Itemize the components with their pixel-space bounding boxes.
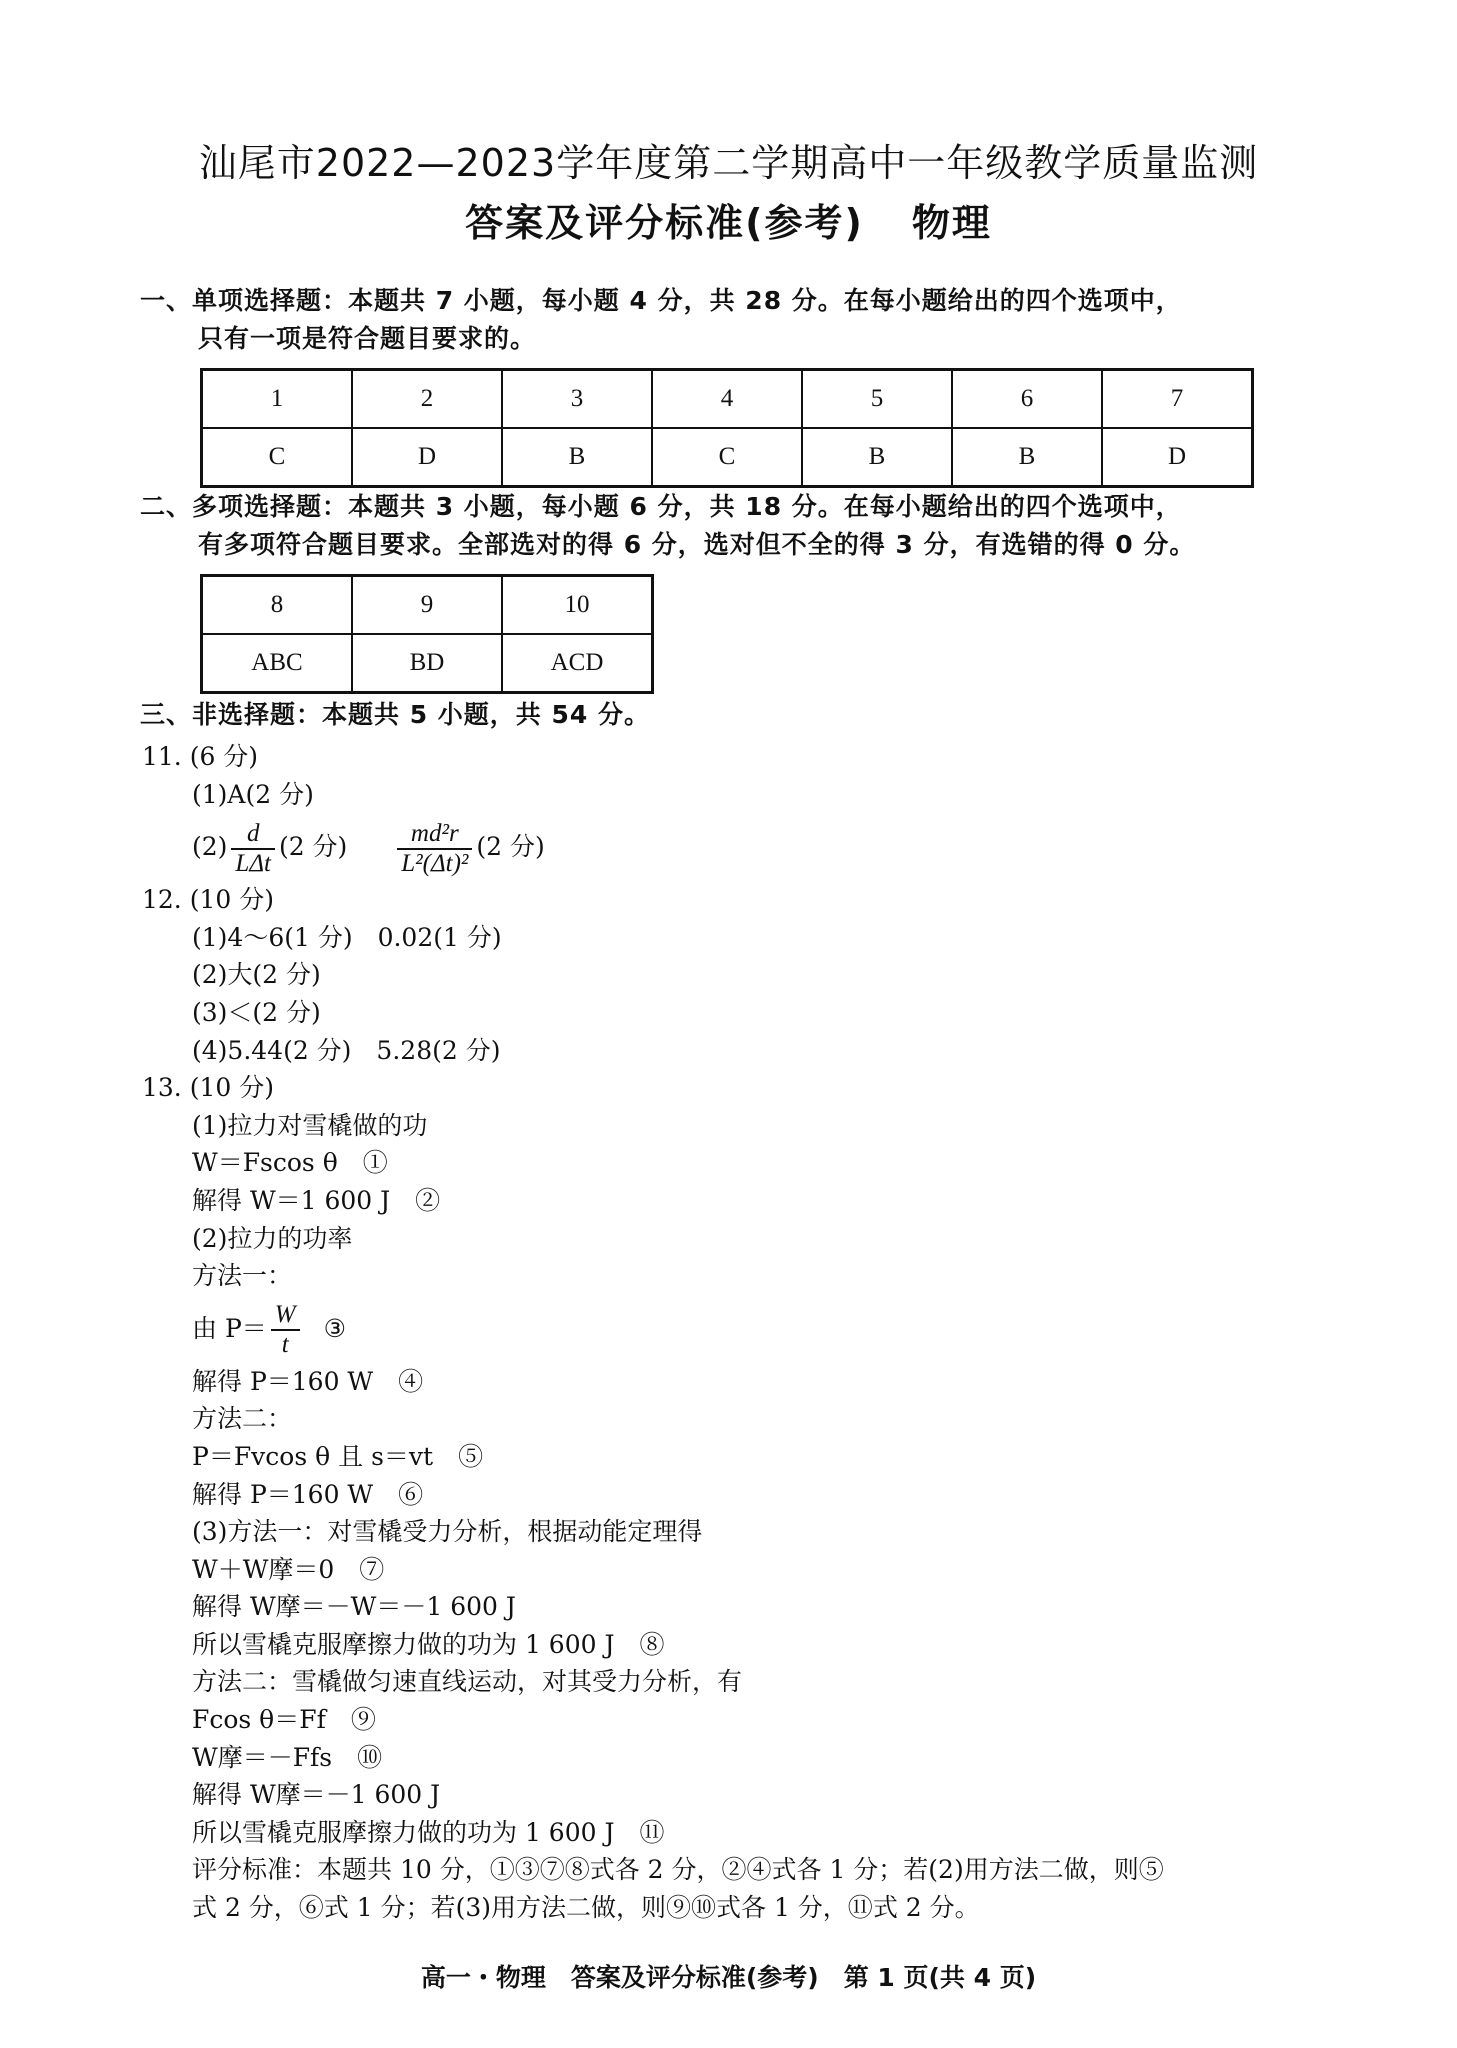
q11-head: 11. (6 分) [142,742,259,771]
q13-eq10: Fcos θ＝Ff ⑨ [192,1705,376,1735]
section1-line1: 一、单项选择题：本题共 7 小题，每小题 4 分，共 28 分。在每小题给出的四个选项中， [140,286,1182,315]
q13-eq4: 解得 P＝160 W ④ [192,1366,424,1396]
answer-cell: C [202,428,353,487]
question-number: 3 [502,370,652,429]
answer-cell: C [652,428,802,487]
q11-answer2 [192,813,1342,881]
question-number: 8 [202,576,353,635]
q13-part2: (2)拉力的功率 [192,1223,353,1253]
section2-answer-table [200,574,654,694]
q13-eq7: W＋W摩＝0 ⑦ [192,1554,385,1584]
exam-title: 汕尾市2022—2023学年度第二学期高中一年级教学质量监测 [198,141,1259,185]
q13-eq3-mark: ③ [323,1313,346,1343]
fraction-denominator: t [281,1331,289,1359]
section2-line1: 二、多项选择题：本题共 3 小题，每小题 6 分，共 18 分。在每小题给出的四个选项中， [140,492,1182,521]
section1-heading [140,282,1340,358]
q11-score1: (2 分) [278,832,348,862]
q13-part3: (3)方法一：对雪橇受力分析，根据动能定理得 [192,1517,703,1547]
answer-key-label: 答案及评分标准(参考) [465,201,864,245]
q12-answer3: (3)＜(2 分) [192,997,321,1027]
answers-body [142,738,1342,1927]
section2-line2: 有多项符合题目要求。全部选对的得 6 分，选对但不全的得 3 分，有选错的得 0 分。 [198,530,1196,559]
section1-answer-table [200,368,1254,488]
q13-method1: 方法一： [192,1261,293,1291]
answer-cell: B [502,428,652,487]
q13-eq1: W＝Fscos θ ① [192,1148,388,1178]
q13-eq9: 所以雪橇克服摩擦力做的功为 1 600 J ⑧ [192,1629,665,1659]
question-number: 9 [352,576,502,635]
subject-label: 物理 [911,201,992,245]
q13-eq5: P＝Fvcos θ 且 s＝vt ⑤ [192,1441,484,1471]
q12-head: 12. (10 分) [142,885,274,915]
fraction [231,820,275,878]
table-row-numbers [202,370,1253,429]
q12-answer4: (4)5.44(2 分) 5.28(2 分) [192,1035,501,1065]
q13-eq3 [192,1295,1342,1363]
q13-eq13: 所以雪橇克服摩擦力做的功为 1 600 J ⑪ [192,1817,665,1847]
q13-scoring-line1: 评分标准：本题共 10 分，①③⑦⑧式各 2 分，②④式各 1 分；若(2)用方法二做，则⑤ [192,1855,1164,1885]
table-row-answers [202,428,1253,487]
q11-answer2-prefix: (2) [192,832,228,862]
q13-part4: 方法二：雪橇做匀速直线运动，对其受力分析，有 [192,1667,743,1697]
answer-cell: D [352,428,502,487]
q13-eq12: 解得 W摩＝－1 600 J [192,1780,441,1810]
table-row-numbers [202,576,653,635]
answer-cell: B [802,428,952,487]
answer-cell: D [1102,428,1253,487]
question-number: 2 [352,370,502,429]
table-row-answers [202,634,653,693]
answer-cell: B [952,428,1102,487]
q12-answer2: (2)大(2 分) [192,960,321,990]
q13-eq2: 解得 W＝1 600 J ② [192,1185,441,1215]
question-number: 5 [802,370,952,429]
fraction-denominator: L²(Δt)² [401,849,469,877]
answer-key-title [0,192,1457,247]
answer-cell: ABC [202,634,353,693]
question-number: 1 [202,370,353,429]
question-number: 6 [952,370,1102,429]
page-footer: 高一・物理 答案及评分标准(参考) 第 1 页(共 4 页) [420,1963,1037,1992]
fraction [397,820,472,878]
fraction-numerator: W [271,1301,300,1331]
q13-method2: 方法二： [192,1404,293,1434]
fraction-denominator: LΔt [235,849,271,877]
fraction [271,1301,300,1359]
question-number: 10 [502,576,653,635]
q13-eq3-prefix: 由 P＝ [192,1313,267,1343]
question-number: 4 [652,370,802,429]
fraction-numerator: md²r [397,820,472,850]
answer-cell: ACD [502,634,653,693]
q13-scoring-line2: 式 2 分，⑥式 1 分；若(3)用方法二做，则⑨⑩式各 1 分，⑪式 2 分。 [192,1893,980,1923]
q11-score2: (2 分) [476,832,545,862]
section3-heading [140,696,1340,734]
question-number: 7 [1102,370,1253,429]
answer-cell: BD [352,634,502,693]
q13-eq8: 解得 W摩＝－W＝－1 600 J [192,1592,516,1622]
q13-head: 13. (10 分) [142,1073,274,1103]
q12-answer1: (1)4～6(1 分) 0.02(1 分) [192,922,502,952]
q13-eq11: W摩＝－Ffs ⑩ [192,1742,383,1772]
section1-line2: 只有一项是符合题目要求的。 [198,324,537,353]
fraction-numerator: d [231,820,275,850]
section2-heading [140,488,1340,564]
q13-part1: (1)拉力对雪橇做的功 [192,1110,428,1140]
section3-line1: 三、非选择题：本题共 5 小题，共 54 分。 [140,700,651,729]
q11-answer1: (1)A(2 分) [192,779,314,809]
q13-eq6: 解得 P＝160 W ⑥ [192,1479,424,1509]
